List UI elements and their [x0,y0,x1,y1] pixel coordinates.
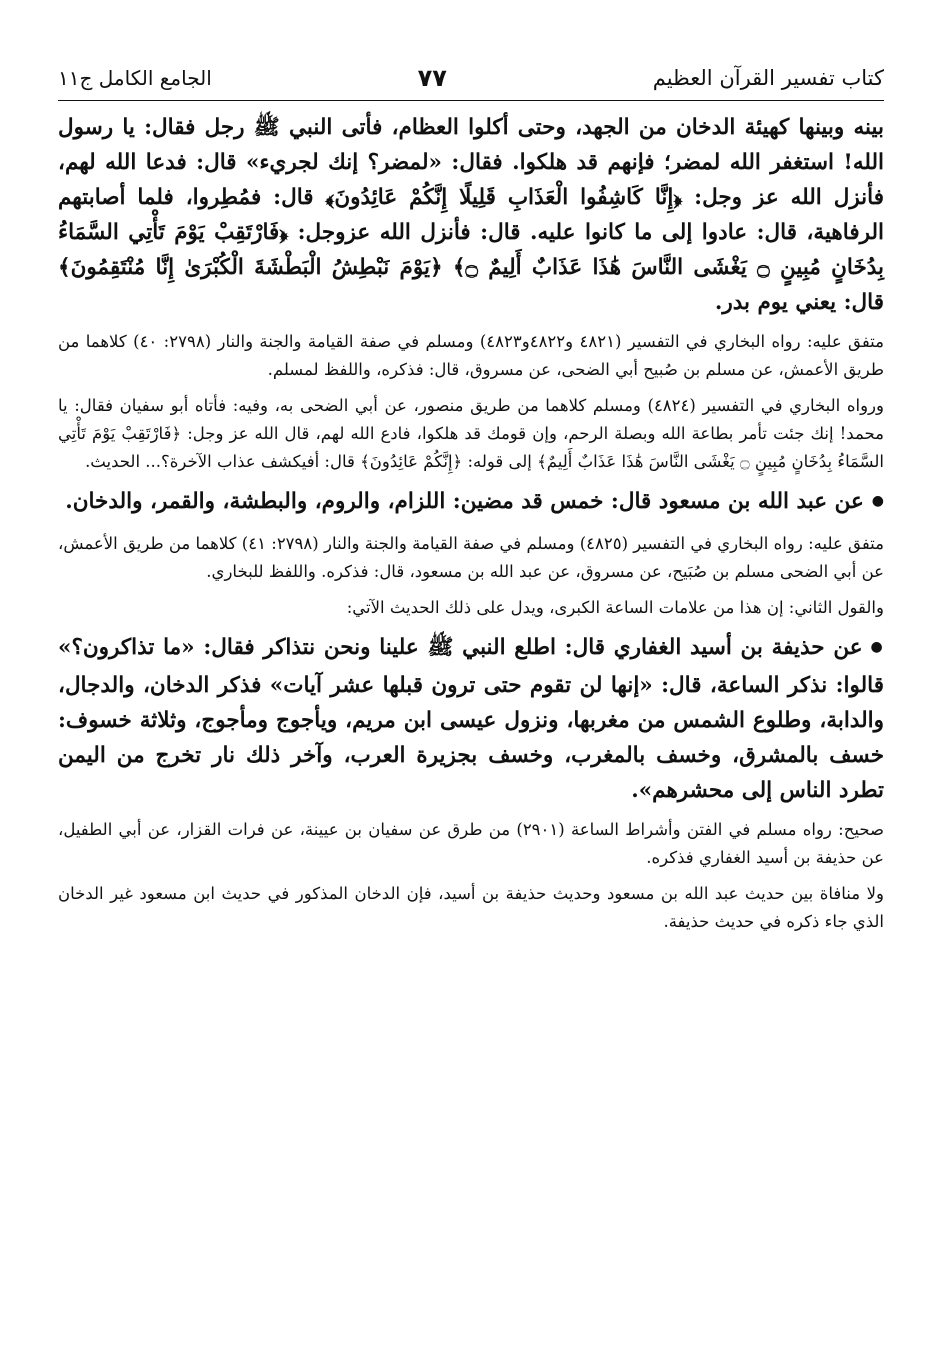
hadith-text-paragraph: ● عن عبد الله بن مسعود قال: خمس قد مضين: اللزام، والروم، والبطشة، والقمر، والدخان. [58,484,884,522]
takhrij-paragraph: متفق عليه: رواه البخاري في التفسير (٤٨٢٥) ومسلم في صفة القيامة والجنة والنار (٢٧٩٨: ٤١) كلاهما من طريق الأعمش، عن أبي الضحى مسلم بن صُبَيح، عن مسروق، عن عبد الله بن مسعود، قال: فذكره. واللفظ للبخاري. [58,534,884,581]
commentary-paragraph: والقول الثاني: إن هذا من علامات الساعة الكبرى، ويدل على ذلك الحديث الآتي: [346,598,884,617]
takhrij-paragraph: متفق عليه: رواه البخاري في التفسير (٤٨٢١ و٤٨٢٢و٤٨٢٣) ومسلم في صفة القيامة والجنة والنار (٢٧٩٨: ٤٠) كلاهما من طريق الأعمش، عن مسلم بن صُبيح أبي الضحى، عن مسروق، قال: فذكره، واللفظ لمسلم. [58,332,884,379]
takhrij-paragraph: صحيح: رواه مسلم في الفتن وأشراط الساعة (٢٩٠١) من طرق عن سفيان بن عيينة، عن فرات القزار، عن أبي الطفيل، عن حذيفة بن أسيد الغفاري فذكره. [58,820,885,867]
header-rule [58,100,884,101]
page-header [58,58,884,98]
hadith-text-paragraph: بينه وبينها كهيئة الدخان من الجهد، وحتى أكلوا العظام، فأتى النبي ﷺ رجل فقال: يا رسول الله! استغفر الله لمضر؛ فإنهم قد هلكوا. فقال: «لمضر؟ إنك لجريء» قال: فدعا الله لهم، فأنزل الله عز وجل: ﴿إِنَّا كَاشِفُوا الْعَذَابِ قَلِيلًا إِنَّكُمْ عَائِدُونَ﴾ قال: فمُطِروا، فلما أصابتهم الرفاهية، قال: عادوا إلى ما كانوا عليه. قال: فأنزل الله عزوجل: ﴿فَارْتَقِبْ يَوْمَ تَأْتِي السَّمَاءُ بِدُخَانٍ مُبِينٍ ۝ يَغْشَى النَّاسَ هَٰذَا عَذَابٌ أَلِيمٌ ۝﴾ ﴿يَوْمَ نَبْطِشُ الْبَطْشَةَ الْكُبْرَىٰ إِنَّا مُنْتَقِمُونَ﴾ قال: يعني يوم بدر. [58,115,884,315]
page-body [58,110,884,1332]
hadith-text-paragraph: ● عن حذيفة بن أسيد الغفاري قال: اطلع النبي ﷺ علينا ونحن نتذاكر فقال: «ما تذاكرون؟» قالوا: نذكر الساعة، قال: «إنها لن تقوم حتى ترون قبلها عشر آيات» فذكر الدخان، والدجال، والدابة، وطلوع الشمس من مغربها، ونزول عيسى ابن مريم، ويأجوج ومأجوج، وثلاثة خسوف: خسف بالمشرق، وخسف بالمغرب، وخسف بجزيرة العرب، وآخر ذلك نار تخرج من اليمن تطرد الناس إلى محشرهم». [58,630,884,808]
book-title: كتاب تفسير القرآن العظيم [652,66,884,90]
takhrij-paragraph: ورواه البخاري في التفسير (٤٨٢٤) ومسلم كلاهما من طريق منصور، عن أبي الضحى به، وفيه: فأتاه أبو سفيان فقال: يا محمد! إنك جئت تأمر بطاعة الله وبصلة الرحم، وإن قومك قد هلكوا، فادع الله لهم، قال الله عز وجل: ﴿فَارْتَقِبْ يَوْمَ تَأْتِي السَّمَاءُ بِدُخَانٍ مُبِينٍ ۝ يَغْشَى النَّاسَ هَٰذَا عَذَابٌ أَلِيمٌ﴾ إلى قوله: ﴿إِنَّكُمْ عَائِدُونَ﴾ قال: أفيكشف عذاب الآخرة؟... الحديث. [58,396,884,471]
page-number: ٧٧ [417,64,447,92]
commentary-paragraph: ولا منافاة بين حديث عبد الله بن مسعود وحديث حذيفة بن أسيد، فإن الدخان المذكور في حديث ابن مسعود غير الدخان الذي جاء ذكره في حديث حذيفة. [58,884,884,931]
volume-label: الجامع الكامل ج١١ [58,66,212,90]
